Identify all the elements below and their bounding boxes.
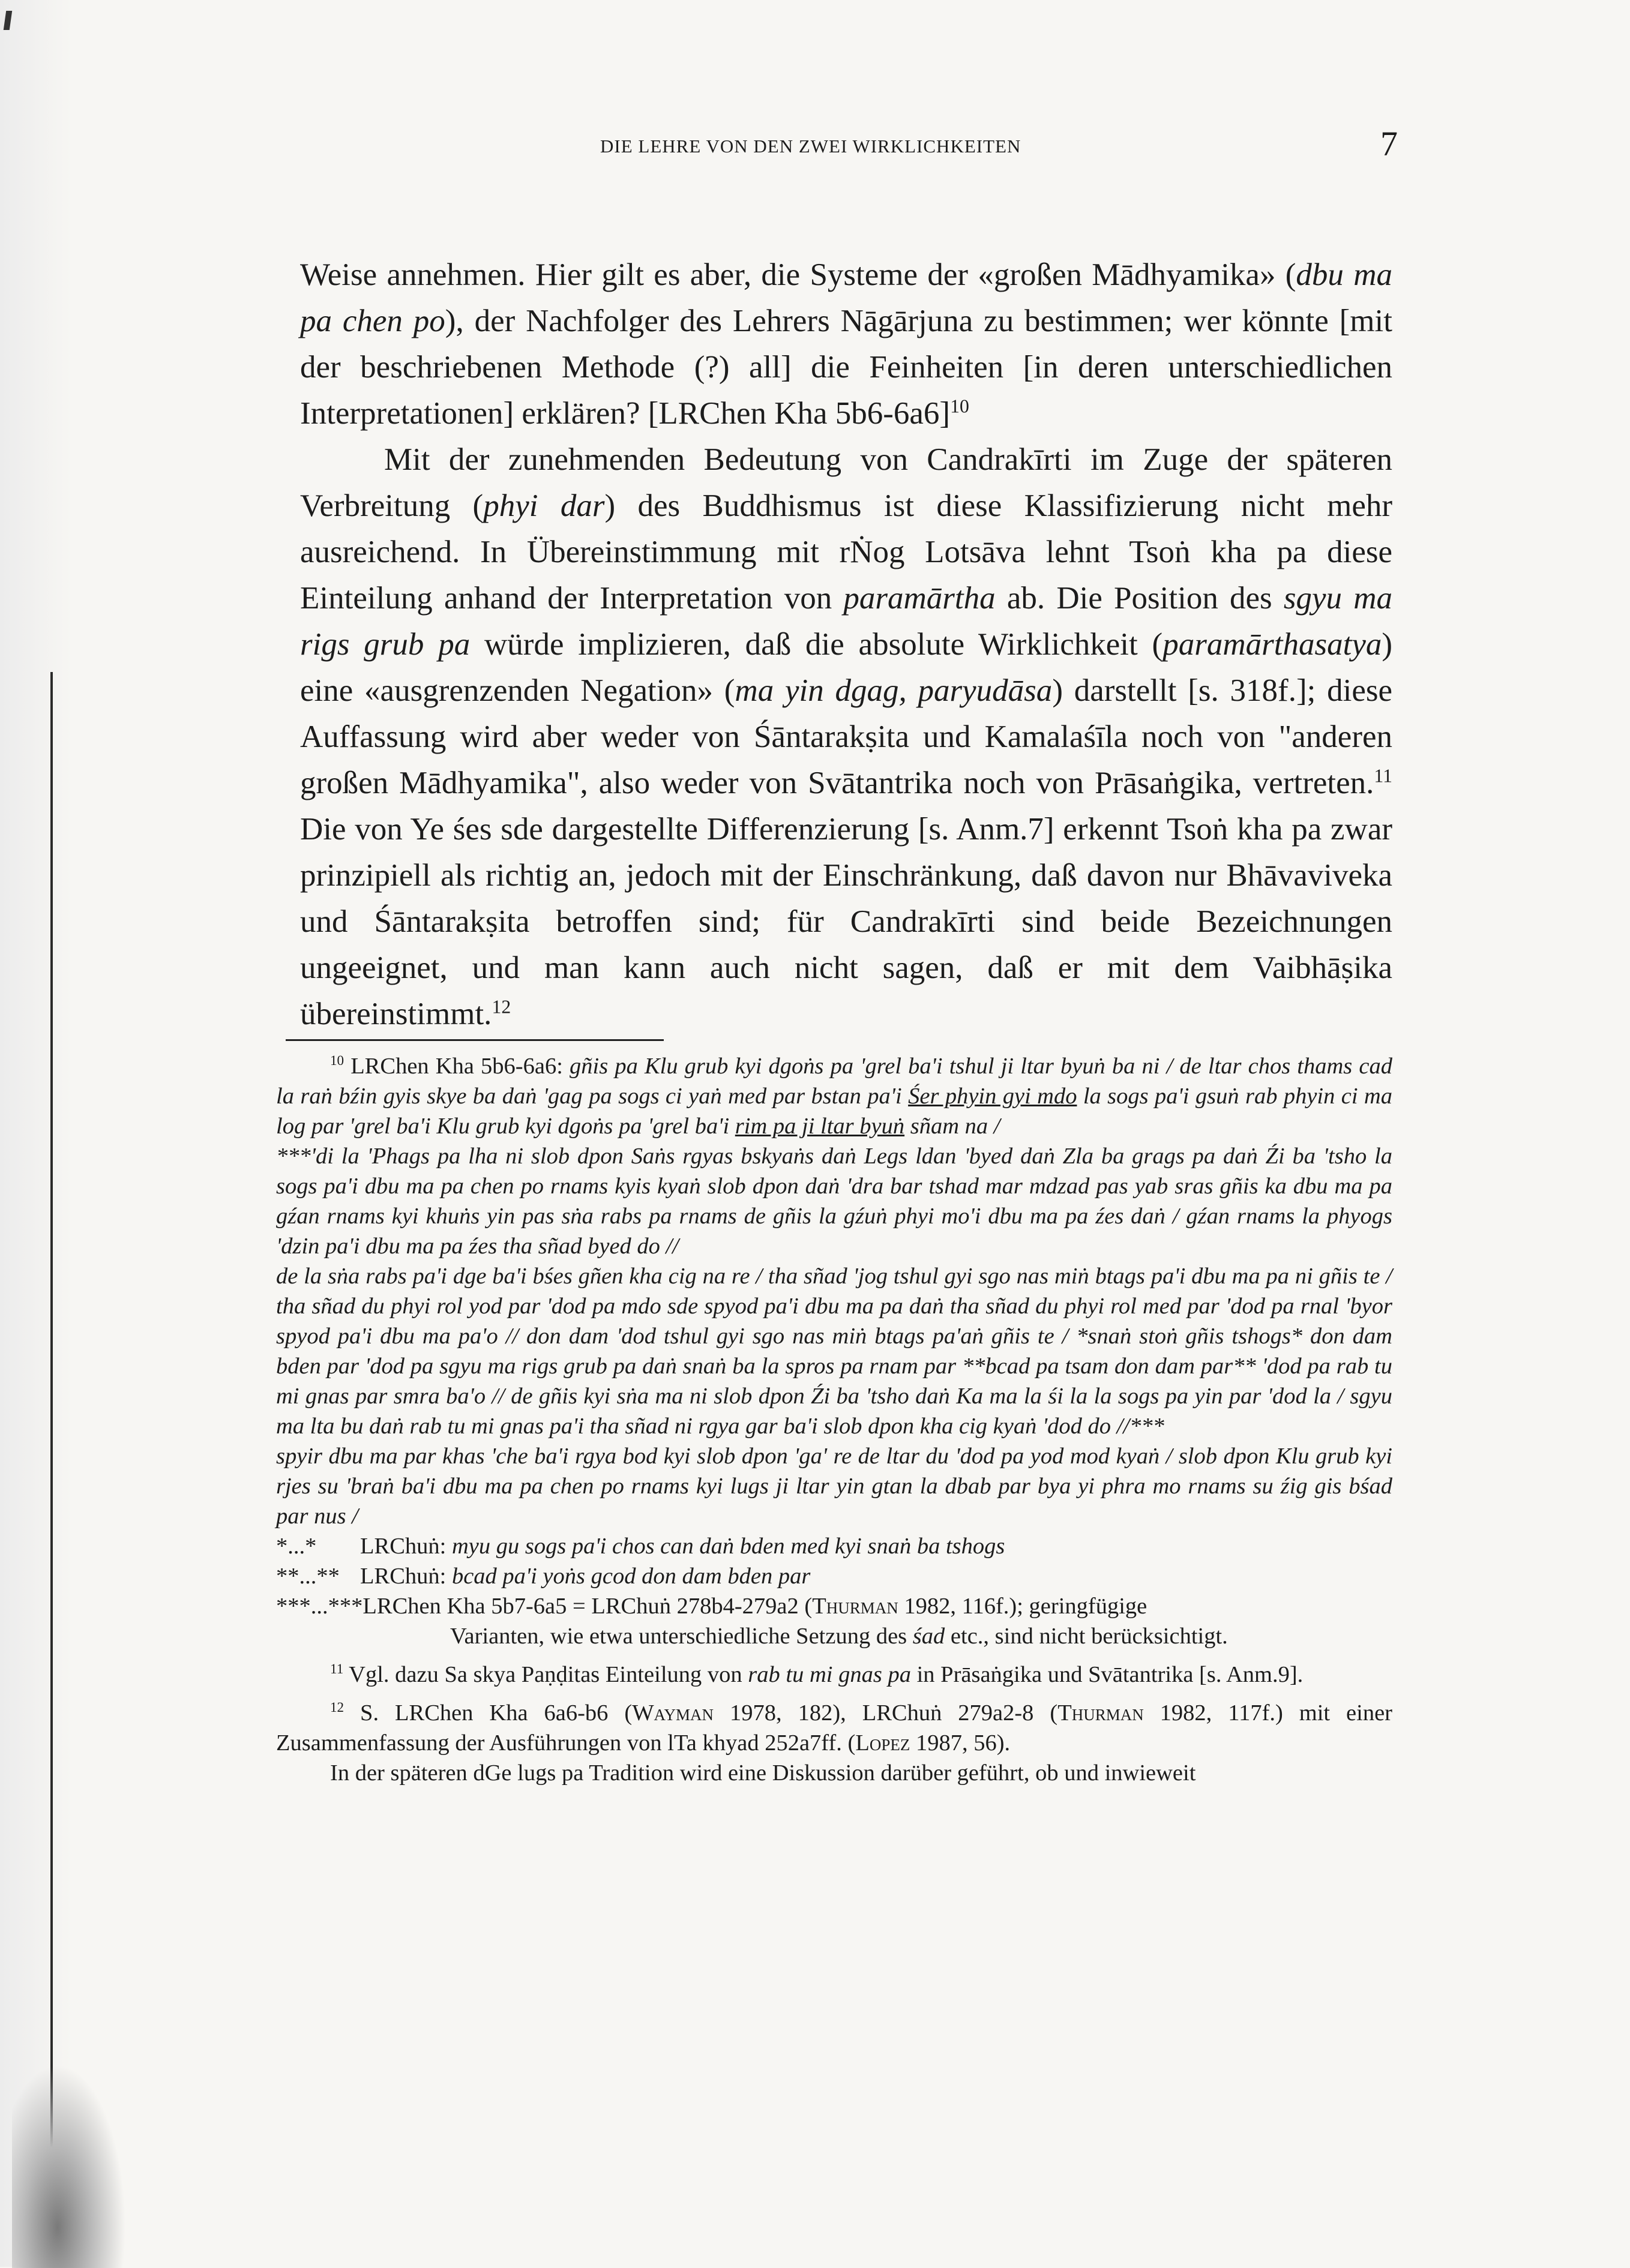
page-number: 7: [1380, 124, 1398, 163]
footnotes: [276, 1051, 1392, 1788]
footnote-ref-12[interactable]: 12: [492, 996, 511, 1018]
running-title: DIE LEHRE VON DEN ZWEI WIRKLICHKEITEN: [600, 136, 1021, 157]
main-text: [300, 252, 1392, 1037]
variant-note-1: *...* LRChuṅ: myu gu sogs pa'i chos can daṅ bden med kyi snaṅ ba tshogs: [276, 1534, 1005, 1559]
variant-note-2: **...** LRChuṅ: bcad pa'i yoṅs gcod don dam bden par: [276, 1564, 811, 1589]
footnote-10-block-3: de la sṅa rabs pa'i dge ba'i bśes gñen kha cig na re / tha sñad 'jog tshul gyi sgo nas miṅ btags pa'i dbu ma pa ni gñis te / tha sñad du phyi rol yod par 'dod pa mdo sde spyod pa'i dbu ma pa daṅ tha sñad du phyi rol med par 'dod pa rnal 'byor spyod pa'i dbu ma pa'o // don dam 'dod tshul gyi sgo nas miṅ btags pa'aṅ gñis te / *snaṅ stoṅ gñis tshogs* don dam bden par 'dod pa sgyu ma rigs grub pa daṅ snaṅ ba la spros pa rnam par **bcad pa tsam don dam par** 'dod pa rab tu mi gnas par smra ba'o // de gñis kyi sṅa ma ni slob dpon Źi ba 'tsho daṅ Ka ma la śi la la sogs pa yin par 'dod la / sgyu ma lta bu daṅ rab tu mi gnas pa'i tha sñad ni rgya gar ba'i slob dpon kha cig kyaṅ 'dod do //***: [276, 1264, 1392, 1439]
footnote-12-continuation: In der späteren dGe lugs pa Tradition wird eine Diskussion darüber geführt, ob und inwieweit: [330, 1760, 1196, 1786]
footnote-divider: [286, 1039, 664, 1041]
footnote-ref-11[interactable]: 11: [1374, 765, 1392, 787]
footnote-10: $^{10}$ LRChen Kha 5b6-6a6: gñis pa Klu grub kyi dgoṅs pa 'grel ba'i tshul ji ltar byuṅ ba ni / de ltar chos thams cad la raṅ bźin gyis skye ba daṅ 'gag pa sogs ci yaṅ med par bstan pa'i Śer phyin gyi mdo la sogs pa'i gsuṅ rab phyin ci ma log par 'grel ba'i Klu grub kyi dgoṅs pa 'grel ba'i rim pa ji ltar byuṅ sñam na /: [276, 1052, 1392, 1139]
paragraph-2: Mit der zunehmenden Bedeutung von Candrakīrti im Zuge der späteren Verbreitung (phyi dar) des Buddhismus ist diese Klassifizierung nicht mehr ausreichend. In Übereinstimmung mit rṄog Lotsāva lehnt Tsoṅ kha pa diese Einteilung anhand der Interpretation von paramārtha ab. Die Position des sgyu ma rigs grub pa würde implizieren, daß die absolute Wirklichkeit (paramārthasatya) eine «ausgrenzenden Negation» (ma yin dgag, paryudāsa) darstellt [s. 318f.]; diese Auffassung wird aber weder von Śāntarakṣita und Kamalaśīla noch von "anderen großen Mādhyamika", also weder von Svātantrika noch von Prāsaṅgika, vertreten.$^{11}$ Die von Ye śes sde dargestellte Differenzierung [s. Anm.7] erkennt Tsoṅ kha pa zwar prinzipiell als richtig an, jedoch mit der Einschränkung, daß davon nur Bhāvaviveka und Śāntarakṣita betroffen sind; für Candrakīrti sind beide Bezeichnungen ungeeignet, und man kann auch nicht sagen, daß er mit dem Vaibhāṣika übereinstimmt.$^{12}$: [300, 442, 1393, 1031]
footnote-11: $^{11}$ Vgl. dazu Sa skya Paṇḍitas Einteilung von rab tu mi gnas pa in Prāsaṅgika und Svātantrika [s. Anm.9].: [330, 1661, 1304, 1687]
footnote-ref-10[interactable]: 10: [950, 395, 969, 417]
scan-margin: [0, 0, 72, 2267]
paragraph-1: Weise annehmen. Hier gilt es aber, die Systeme der «großen Mādhyamika» (dbu ma pa chen po), der Nachfolger des Lehrers Nāgārjuna zu bestimmen; wer könnte [mit der beschriebenen Methode (?) all] die Feinheiten [in deren unterschiedlichen Interpretationen] erklären? [LRChen Kha 5b6-6a6]$^{10}$: [300, 257, 1393, 431]
variant-note-3-cont: Varianten, wie etwa unterschiedliche Setzung des śad etc., sind nicht berücksichtigt.: [450, 1624, 1228, 1649]
variant-note-3: ***...***LRChen Kha 5b7-6a5 = LRChuṅ 278b4-279a2 (Thurman 1982, 116f.); geringfügige: [276, 1594, 1147, 1619]
binding-smudge: [12, 2064, 126, 2268]
binding-shadow: [50, 672, 53, 2268]
footnote-10-block-4: spyir dbu ma par khas 'che ba'i rgya bod kyi slob dpon 'ga' re de ltar du 'dod pa yod mod kyaṅ / slob dpon Klu grub kyi rjes su 'braṅ ba'i dbu ma pa chen po rnams kyi lugs ji ltar yin gtan la dbab par bya yi phra mo rnams su źig gis bśad par nus /: [276, 1444, 1392, 1529]
footnote-12: $^{12}$ S. LRChen Kha 6a6-b6 (Wayman 1978, 182), LRChuṅ 279a2-8 (Thurman 1982, 117f.) mit einer Zusammenfassung der Ausführungen von lTa khyad 252a7ff. (Lopez 1987, 56).: [276, 1699, 1392, 1756]
footnote-10-block-2: ***'di la 'Phags pa lha ni slob dpon Saṅs rgyas bskyaṅs daṅ Legs ldan 'byed daṅ Zla ba grags pa daṅ Źi ba 'tsho la sogs pa'i dbu ma pa chen po rnams kyis kyaṅ slob dpon daṅ 'dra bar tshad mar mdzad pas yab sras gñis ka dbu ma pa gźan rnams kyi khuṅs yin pas sṅa rabs pa rnams de gñis la gźuṅ phyi mo'i dbu ma pa źes daṅ / gźan rnams la phyogs 'dzin pa'i dbu ma pa źes tha sñad byed do //: [276, 1144, 1392, 1259]
